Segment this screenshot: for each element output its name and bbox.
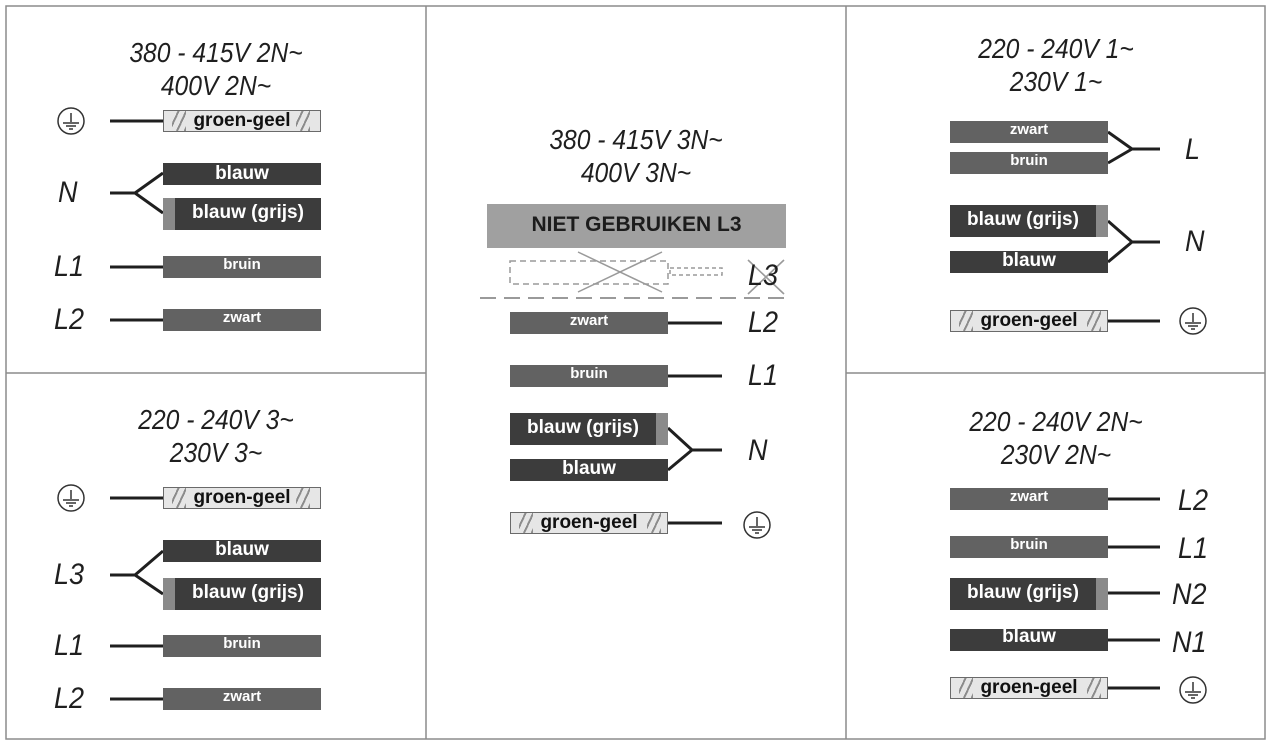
l1-wire: bruin bbox=[163, 635, 321, 657]
n-terminal-label: N bbox=[1185, 225, 1205, 258]
l1-terminal-label: L1 bbox=[1178, 532, 1209, 565]
n-terminal-label: N bbox=[58, 176, 78, 209]
l3-terminal-label: L3 bbox=[748, 259, 779, 292]
earth-wire: groen-geel bbox=[510, 512, 668, 534]
n-terminal-label: N bbox=[748, 434, 768, 467]
l2-wire: zwart bbox=[510, 312, 668, 334]
panel-heading-line1: 380 - 415V 3N~ bbox=[549, 124, 723, 155]
l2-wire: zwart bbox=[950, 488, 1108, 510]
l1-terminal-label: L1 bbox=[54, 629, 85, 662]
l2-wire: zwart bbox=[163, 309, 321, 331]
l1-wire: bruin bbox=[950, 536, 1108, 558]
panel-heading-line1: 380 - 415V 2N~ bbox=[129, 37, 303, 68]
l-terminal-label: L bbox=[1185, 133, 1201, 166]
earth-wire: groen-geel bbox=[163, 487, 321, 509]
l2-wire: zwart bbox=[163, 688, 321, 710]
l3-terminal-label: L3 bbox=[54, 558, 85, 591]
panel-heading-line2: 400V 3N~ bbox=[580, 157, 692, 188]
n-wire-b: blauw (grijs) bbox=[163, 198, 321, 230]
l-wire-a: zwart bbox=[950, 121, 1108, 143]
panel-heading-line1: 220 - 240V 1~ bbox=[978, 33, 1134, 64]
l1-wire: bruin bbox=[510, 365, 668, 387]
l1-terminal-label: L1 bbox=[748, 359, 779, 392]
panel-heading-line1: 220 - 240V 3~ bbox=[138, 404, 294, 435]
l2-terminal-label: L2 bbox=[1178, 484, 1209, 517]
n-wire-a: blauw (grijs) bbox=[950, 205, 1108, 237]
l2-terminal-label: L2 bbox=[748, 306, 779, 339]
n2-wire: blauw (grijs) bbox=[950, 578, 1108, 610]
do-not-use-banner: NIET GEBRUIKEN L3 bbox=[487, 204, 786, 248]
l1-terminal-label: L1 bbox=[54, 250, 85, 283]
l-wire-b: bruin bbox=[950, 152, 1108, 174]
panel-heading-line2: 230V 1~ bbox=[1009, 66, 1103, 97]
n-wire-a: blauw bbox=[163, 163, 321, 185]
n1-terminal-label: N1 bbox=[1172, 626, 1207, 659]
n1-wire: blauw bbox=[950, 629, 1108, 651]
panel-heading-line1: 220 - 240V 2N~ bbox=[969, 406, 1143, 437]
earth-wire: groen-geel bbox=[163, 110, 321, 132]
panel-heading-line2: 230V 3~ bbox=[169, 437, 263, 468]
earth-wire: groen-geel bbox=[950, 310, 1108, 332]
panel-heading-line2: 400V 2N~ bbox=[160, 70, 272, 101]
l1-wire: bruin bbox=[163, 256, 321, 278]
l3-wire-b: blauw (grijs) bbox=[163, 578, 321, 610]
earth-wire: groen-geel bbox=[950, 677, 1108, 699]
n-wire-b: blauw bbox=[950, 251, 1108, 273]
l2-terminal-label: L2 bbox=[54, 682, 85, 715]
l2-terminal-label: L2 bbox=[54, 303, 85, 336]
n-wire-b: blauw bbox=[510, 459, 668, 481]
panel-heading-line2: 230V 2N~ bbox=[1000, 439, 1112, 470]
n2-terminal-label: N2 bbox=[1172, 578, 1207, 611]
l3-wire-a: blauw bbox=[163, 540, 321, 562]
n-wire-a: blauw (grijs) bbox=[510, 413, 668, 445]
